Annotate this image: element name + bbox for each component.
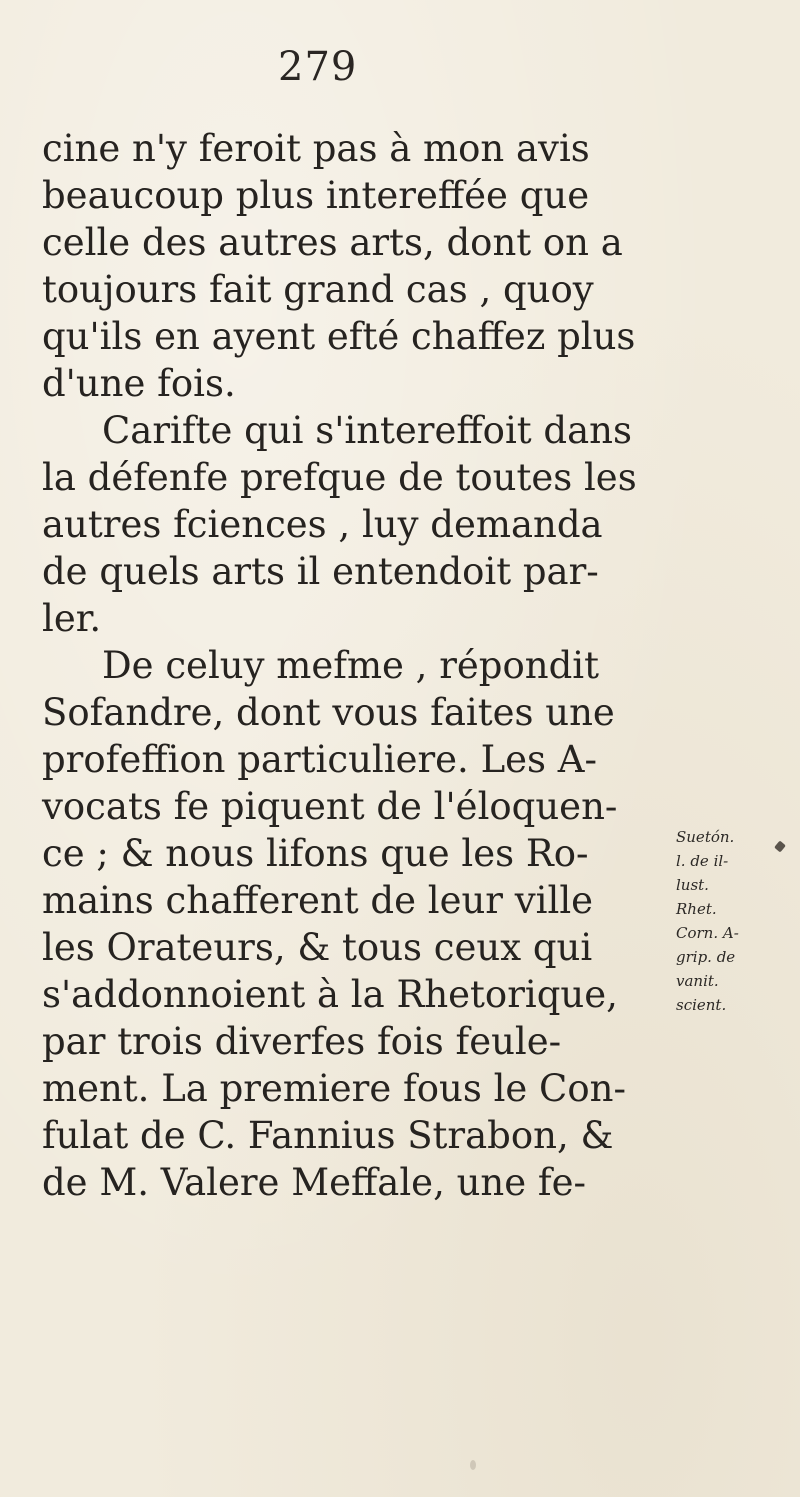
text-line: celle des autres arts, dont on a bbox=[42, 221, 623, 264]
paper-stain bbox=[470, 1460, 476, 1470]
margin-note: Corn. A- bbox=[676, 924, 739, 942]
text-line: cine n'y feroit pas à mon avis bbox=[42, 127, 590, 170]
margin-note: vanit. bbox=[676, 972, 719, 990]
text-line: s'addonnoient à la Rhetorique, bbox=[42, 973, 618, 1016]
text-line: d'une fois. bbox=[42, 362, 236, 405]
text-line: de quels arts il entendoit par- bbox=[42, 550, 599, 593]
margin-note: Suetón. bbox=[676, 828, 735, 846]
text-line: mains chafferent de leur ville bbox=[42, 879, 594, 922]
text-line: qu'ils en ayent efté chaffez plus bbox=[42, 315, 636, 358]
text-line: ment. La premiere fous le Con- bbox=[42, 1067, 626, 1110]
text-line: De celuy mefme , répondit bbox=[102, 644, 599, 687]
text-line: la défenfe prefque de toutes les bbox=[42, 456, 637, 499]
text-line: de M. Valere Meffale, une fe- bbox=[42, 1161, 586, 1204]
text-line: les Orateurs, & tous ceux qui bbox=[42, 926, 593, 969]
body-text bbox=[42, 125, 662, 1206]
page-number: 279 bbox=[278, 44, 358, 90]
margin-note: l. de il- bbox=[676, 852, 729, 870]
text-line: fulat de C. Fannius Strabon, & bbox=[42, 1114, 614, 1157]
margin-note: Rhet. bbox=[676, 900, 717, 918]
margin-note: lust. bbox=[676, 876, 709, 894]
text-line: toujours fait grand cas , quoy bbox=[42, 268, 594, 311]
text-line: profeffion particuliere. Les A- bbox=[42, 738, 598, 781]
margin-note: grip. de bbox=[676, 948, 736, 966]
text-line: beaucoup plus intereffée que bbox=[42, 174, 590, 217]
text-line: vocats fe piquent de l'éloquen- bbox=[42, 785, 618, 828]
text-line: ce ; & nous lifons que les Ro- bbox=[42, 832, 589, 875]
text-line: autres fciences , luy demanda bbox=[42, 503, 603, 546]
margin-notes bbox=[676, 825, 786, 1017]
text-line: par trois diverfes fois feule- bbox=[42, 1020, 562, 1063]
text-line: Carifte qui s'intereffoit dans bbox=[102, 409, 632, 452]
text-line: ler. bbox=[42, 597, 102, 640]
text-line: Sofandre, dont vous faites une bbox=[42, 691, 615, 734]
margin-note: scient. bbox=[676, 996, 727, 1014]
